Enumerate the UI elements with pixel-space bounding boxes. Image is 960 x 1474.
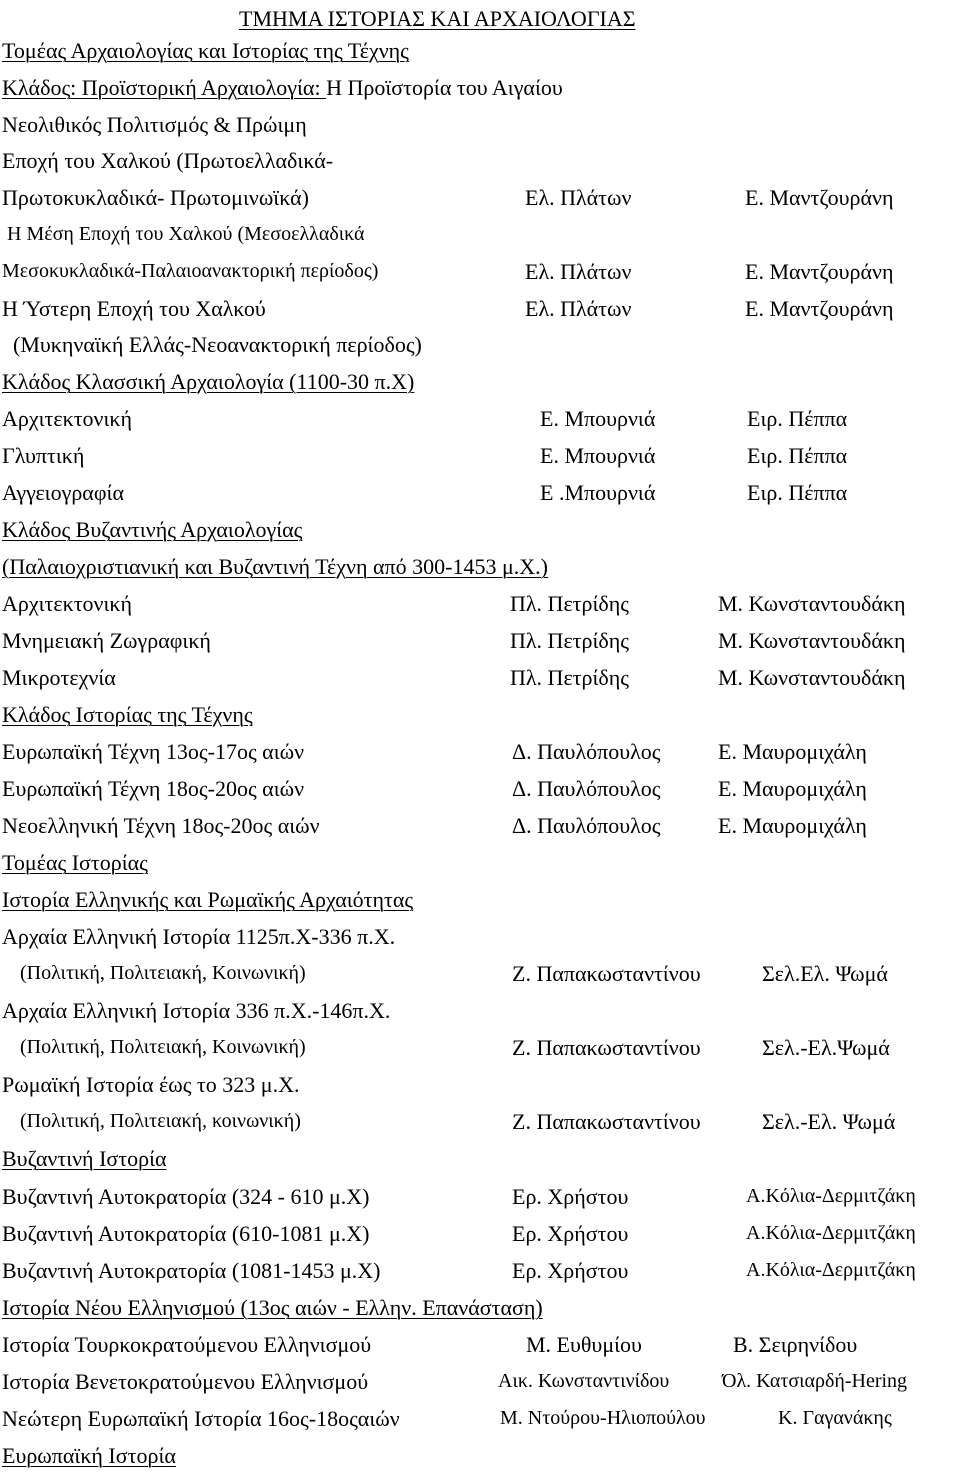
table-row [0, 622, 960, 659]
table-row [0, 1178, 960, 1215]
course-title: Νεοελληνική Τέχνη 18ος-20ος αιών [2, 813, 320, 838]
table-row [0, 807, 960, 844]
instructor-1: Δ. Παυλόπουλος [512, 739, 661, 764]
course-title-line [0, 992, 960, 1029]
table-row [0, 437, 960, 474]
ancient-history-heading-line [0, 881, 960, 918]
instructor-2: Ειρ. Πέππα [747, 443, 848, 468]
table-row [0, 733, 960, 770]
european-history-heading-line [0, 1437, 960, 1474]
table-row [0, 1326, 960, 1363]
course-title: Βυζαντινή Αυτοκρατορία (1081-1453 μ.Χ) [2, 1258, 381, 1283]
instructor-1: Ερ. Χρήστου [512, 1221, 629, 1246]
middle-bronze-line-1 [0, 216, 960, 253]
early-bronze-line-1 [0, 142, 960, 179]
european-history-heading: Ευρωπαϊκή Ιστορία [2, 1443, 176, 1468]
instructor-2: Α.Κόλια-Δερμιτζάκη [746, 1259, 916, 1281]
prehistoric-heading-underlined: Κλάδος: Προϊστορική Αρχαιολογία: [2, 75, 327, 100]
instructor-2: Ε. Μαντζουράνη [745, 259, 894, 284]
sector-heading-history: Τομέας Ιστορίας [2, 850, 148, 875]
instructor-2: Σελ.-Ελ. Ψωμά [762, 1109, 896, 1134]
instructor-1: Ε. Μπουρνιά [540, 443, 656, 468]
table-row [0, 955, 960, 992]
byzantine-arch-heading: Κλάδος Βυζαντινής Αρχαιολογίας [2, 517, 303, 542]
table-row [0, 585, 960, 622]
byzantine-history-heading-line [0, 1140, 960, 1177]
instructor-1: Ζ. Παπακωσταντίνου [512, 1109, 701, 1134]
instructor-2: Ε. Μαντζουράνη [745, 185, 894, 210]
table-row [0, 1400, 960, 1437]
classical-heading: Κλάδος Κλασσική Αρχαιολογία (1100-30 π.Χ) [2, 369, 415, 394]
table-row [0, 1215, 960, 1252]
instructor-2: Ε. Μαυρομιχάλη [718, 739, 867, 764]
instructor-1: Ελ. Πλάτων [525, 185, 632, 210]
course-subtitle: (Μυκηναϊκή Ελλάς-Νεοανακτορική περίοδος) [13, 332, 422, 357]
late-bronze-line-1 [0, 290, 960, 327]
instructor-1: Ερ. Χρήστου [512, 1184, 629, 1209]
course-title: Ευρωπαϊκή Τέχνη 18ος-20ος αιών [2, 776, 305, 801]
course-title: Βυζαντινή Αυτοκρατορία (324 - 610 μ.Χ) [2, 1184, 370, 1209]
course-subtitle: (Πολιτική, Πολιτειακή, Κοινωνική) [20, 1036, 306, 1058]
modern-hellenism-heading: Ιστορία Νέου Ελληνισμού (13ος αιών - Ελλην. Επανάσταση) [2, 1295, 543, 1320]
course-title: Αρχαία Ελληνική Ιστορία 336 π.Χ.-146π.Χ. [2, 998, 391, 1023]
course-title: Γλυπτική [2, 443, 85, 468]
sector-heading-line [0, 32, 960, 69]
instructor-1: Πλ. Πετρίδης [510, 591, 630, 616]
art-history-heading-line [0, 696, 960, 733]
instructor-1: Ζ. Παπακωσταντίνου [512, 961, 701, 986]
instructor-1: Μ. Ντούρου-Ηλιοπούλου [500, 1407, 706, 1429]
instructor-1: Ελ. Πλάτων [525, 296, 632, 321]
instructor-2: Κ. Γαγανάκης [778, 1407, 892, 1429]
instructor-1: Ερ. Χρήστου [512, 1258, 629, 1283]
page-title: ΤΜΗΜΑ ΙΣΤΟΡΙΑΣ ΚΑΙ ΑΡΧΑΙΟΛΟΓΙΑΣ [239, 6, 636, 31]
table-row [0, 1252, 960, 1289]
instructor-2: Ε. Μαυρομιχάλη [718, 776, 867, 801]
classical-heading-line [0, 363, 960, 400]
table-row [0, 1029, 960, 1066]
course-title: Νεώτερη Ευρωπαϊκή Ιστορία 16ος-18οςαιών [2, 1406, 400, 1431]
instructor-2: Μ. Κωνσταντουδάκη [718, 591, 906, 616]
course-title-line [0, 1066, 960, 1103]
prehistoric-heading-rest: Η Προϊστορία του Αιγαίου [326, 75, 563, 100]
sector-history-line [0, 844, 960, 881]
table-row [0, 400, 960, 437]
table-row [0, 474, 960, 511]
instructor-1: Ε .Μπουρνιά [540, 480, 656, 505]
course-title: Αρχαία Ελληνική Ιστορία 1125π.Χ-336 π.Χ. [2, 924, 396, 949]
byzantine-arch-subheading: (Παλαιοχριστιανική και Βυζαντινή Τέχνη από 300-1453 μ.Χ.) [2, 554, 548, 579]
instructor-1: Αικ. Κωνσταντινίδου [498, 1370, 670, 1392]
instructor-1: Δ. Παυλόπουλος [512, 813, 661, 838]
neolithic-line [0, 106, 960, 143]
table-row [0, 1363, 960, 1400]
instructor-1: Πλ. Πετρίδης [510, 628, 630, 653]
table-row [0, 1103, 960, 1140]
course-title: Μνημειακή Ζωγραφική [2, 628, 211, 653]
prehistoric-heading-line [0, 69, 960, 106]
instructor-1: Μ. Ευθυμίου [526, 1332, 642, 1357]
instructor-2: Β. Σειρηνίδου [733, 1332, 858, 1357]
course-title: Η Ύστερη Εποχή του Χαλκού [2, 296, 266, 321]
course-title: Πρωτοκυκλαδικά- Πρωτομινωϊκά) [2, 185, 309, 210]
course-subtitle: (Πολιτική, Πολιτειακή, κοινωνική) [20, 1110, 301, 1132]
instructor-1: Ελ. Πλάτων [525, 259, 632, 284]
course-title: Ιστορία Βενετοκρατούμενου Ελληνισμού [2, 1369, 369, 1394]
course-title: Μικροτεχνία [2, 665, 116, 690]
early-bronze-line-2 [0, 179, 960, 216]
late-bronze-line-2 [0, 326, 960, 363]
instructor-1: Πλ. Πετρίδης [510, 665, 630, 690]
course-title: Αρχιτεκτονική [2, 406, 133, 431]
course-title: Ιστορία Τουρκοκρατούμενου Ελληνισμού [2, 1332, 372, 1357]
course-title: Αρχιτεκτονική [2, 591, 133, 616]
course-title: Βυζαντινή Αυτοκρατορία (610-1081 μ.Χ) [2, 1221, 370, 1246]
instructor-2: Μ. Κωνσταντουδάκη [718, 628, 906, 653]
course-title: Εποχή του Χαλκού (Πρωτοελλαδικά- [2, 148, 334, 173]
instructor-2: Ε. Μαντζουράνη [745, 296, 894, 321]
course-title: Μεσοκυκλαδικά-Παλαιοανακτορική περίοδος) [2, 260, 379, 282]
table-row [0, 770, 960, 807]
art-history-heading: Κλάδος Ιστορίας της Τέχνης [2, 702, 253, 727]
course-title: Νεολιθικός Πολιτισμός & Πρώιμη [2, 112, 307, 137]
course-title: Η Μέση Εποχή του Χαλκού (Μεσοελλαδικά [7, 223, 365, 245]
byzantine-history-heading: Βυζαντινή Ιστορία [2, 1146, 167, 1171]
byzantine-arch-heading-line [0, 511, 960, 548]
instructor-2: Σελ.-Ελ.Ψωμά [762, 1035, 890, 1060]
modern-hellenism-heading-line [0, 1289, 960, 1326]
byzantine-arch-subheading-line [0, 548, 960, 585]
course-title: Αγγειογραφία [2, 480, 124, 505]
instructor-2: Ε. Μαυρομιχάλη [718, 813, 867, 838]
course-title: Ρωμαϊκή Ιστορία έως το 323 μ.Χ. [2, 1072, 300, 1097]
course-subtitle: (Πολιτική, Πολιτειακή, Κοινωνική) [20, 962, 306, 984]
instructor-2: Σελ.Ελ. Ψωμά [762, 961, 888, 986]
course-title-line [0, 918, 960, 955]
instructor-2: Α.Κόλια-Δερμιτζάκη [746, 1185, 916, 1207]
sector-heading-archaeology: Τομέας Αρχαιολογίας και Ιστορίας της Τέχνης [2, 38, 409, 63]
instructor-2: Ειρ. Πέππα [747, 480, 848, 505]
instructor-2: Όλ. Κατσιαρδή-Hering [722, 1370, 908, 1392]
instructor-2: Μ. Κωνσταντουδάκη [718, 665, 906, 690]
prehistoric-heading [2, 69, 563, 106]
instructor-2: Ειρ. Πέππα [747, 406, 848, 431]
instructor-2: Α.Κόλια-Δερμιτζάκη [746, 1222, 916, 1244]
middle-bronze-line-2 [0, 253, 960, 290]
course-title: Ευρωπαϊκή Τέχνη 13ος-17ος αιών [2, 739, 305, 764]
instructor-1: Ε. Μπουρνιά [540, 406, 656, 431]
instructor-1: Ζ. Παπακωσταντίνου [512, 1035, 701, 1060]
ancient-history-heading: Ιστορία Ελληνικής και Ρωμαϊκής Αρχαιότητας [2, 887, 414, 912]
table-row [0, 659, 960, 696]
instructor-1: Δ. Παυλόπουλος [512, 776, 661, 801]
